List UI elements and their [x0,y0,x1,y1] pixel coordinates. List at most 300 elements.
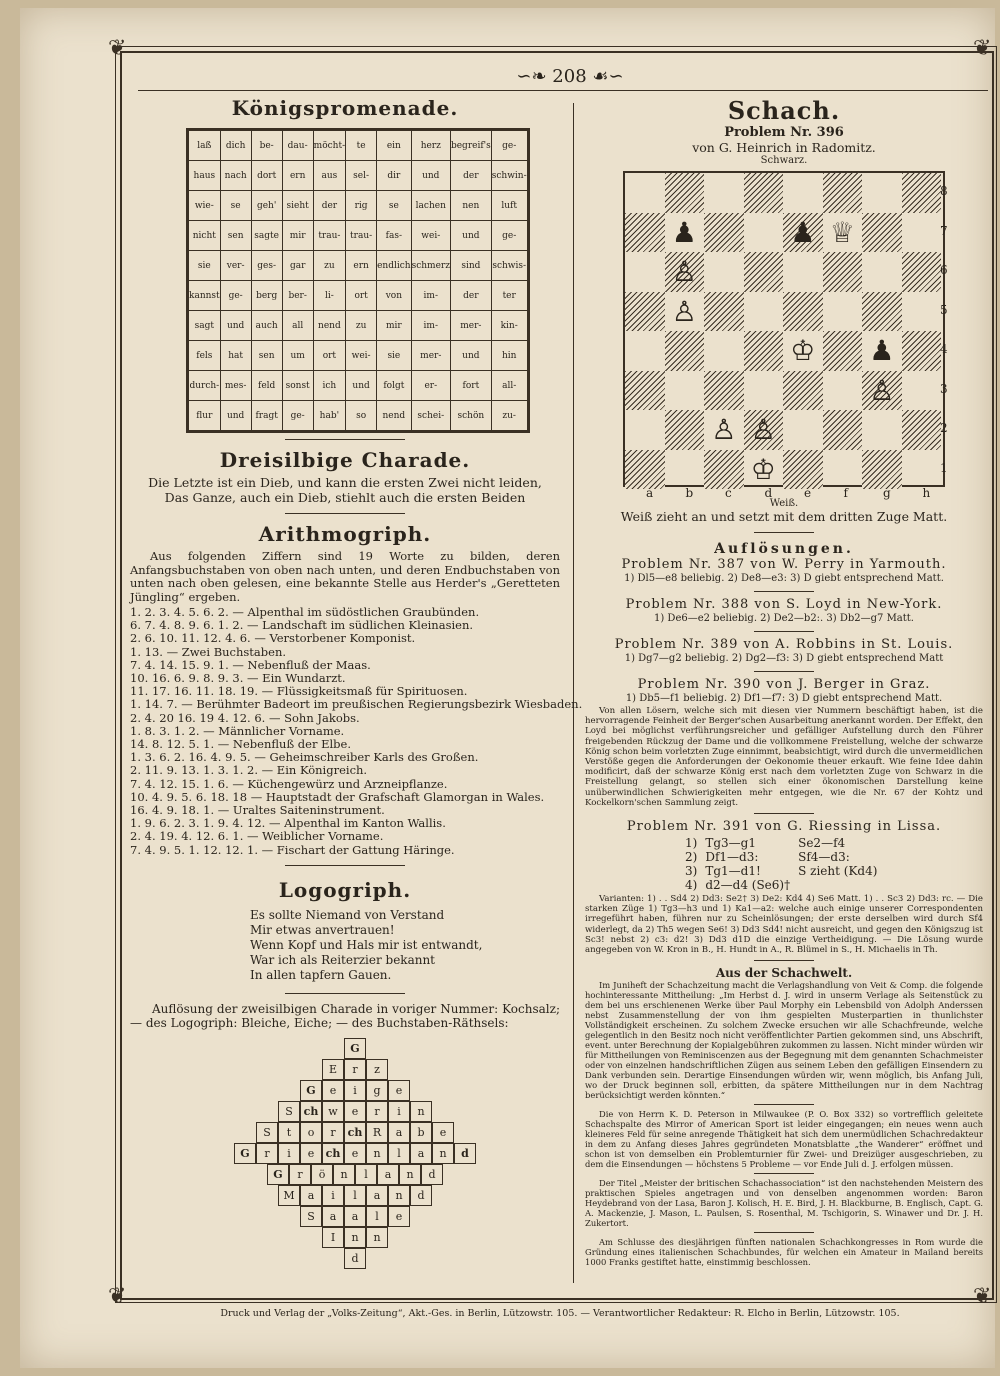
grid-cell: ber- [282,281,313,311]
grid-cell: mer- [450,311,491,341]
grid-cell: endlich [377,251,411,281]
arithmogriph-intro: Aus folgenden Ziffern sind 19 Worte zu bilden, deren Anfangsbuchstaben von oben nach unten, und deren Endbuchstaben von unten nach oben gelesen, eine bekannte Stelle aus Herder's „Geretteten Jüngling“ ergeben. [130,549,560,604]
diamond-cell: d [344,1248,366,1269]
diamond-cell: G [267,1164,289,1185]
board-square [902,450,942,490]
move-cell: Sf4—d3: [798,850,850,865]
board-square [862,213,902,253]
charade-title: Dreisilbige Charade. [219,448,471,472]
task-text: Weiß zieht an und setzt mit dem dritten Zuge Matt. [620,509,948,524]
chess-piece-icon: ♔ [790,334,816,367]
diamond-cell: n [366,1227,388,1248]
charade-line: Die Letzte ist ein Dieb, und kann die ersten Zwei nicht leiden, [148,475,542,490]
board-square [625,450,665,490]
grid-cell: begreif's [450,131,491,161]
corner-ornament-icon: ❦ [973,1284,992,1309]
right-column-lower [585,498,983,1267]
grid-cell: mir [377,311,411,341]
diamond-cell: a [300,1185,322,1206]
diamond-cell: t [278,1122,300,1143]
grid-cell: dich [220,131,251,161]
diamond-cell: n [366,1143,388,1164]
move-cell: Se2—f4 [798,836,846,851]
p391-moves [685,836,885,892]
rank-label: 8 [940,184,948,198]
grid-cell: so [346,401,377,431]
aufloesungen-title: Auflösungen. [714,541,854,557]
move-cell: 3) [685,864,698,879]
grid-cell: nend [313,311,345,341]
grid-cell: dort [251,161,282,191]
diamond-cell: M [278,1185,300,1206]
logogriph-line: Wenn Kopf und Hals mir ist entwandt, [250,937,483,952]
grid-cell: laß [189,131,221,161]
diamond-cell: r [344,1059,366,1080]
grid-cell: ich [313,371,345,401]
diamond-cell: a [410,1143,432,1164]
diamond-cell: e [300,1143,322,1164]
ornament-right: ☙∽ [592,66,624,87]
board-square [783,173,823,213]
grid-cell: ern [282,161,313,191]
board-square [625,173,665,213]
move-cell: Tg3—g1 [705,836,756,851]
grid-cell: se [377,191,411,221]
move-cell [798,878,885,892]
grid-cell: ort [313,341,345,371]
arithmogriph-line: 7. 4. 9. 5. 1. 12. 12. 1. — Fischart der Gattung Häringe. [130,842,455,857]
logogriph-title: Logogriph. [278,877,412,902]
file-label: h [922,486,931,500]
diamond-cell: ö [311,1164,333,1185]
diamond-cell: i [322,1185,344,1206]
divider [754,960,814,961]
grid-cell: mir [282,221,313,251]
grid-cell: und [346,371,377,401]
board-square [783,450,823,490]
arithmogriph-title: Arithmogriph. [258,522,432,546]
black-label: Schwarz. [760,155,808,166]
p391-heading: Problem Nr. 391 von G. Riessing in Lissa. [626,819,942,835]
grid-cell: und [450,221,491,251]
divider [754,813,814,814]
footer-imprint: Druck und Verlag der „Volks-Zeitung“, Akt.-Ges. in Berlin, Lützowstr. 105. — Verantwortlicher Redakteur: R. Elcho in Berlin, Lützowstr. 105. [220,1308,900,1319]
grid-cell: der [450,281,491,311]
grid-cell: schön [450,401,491,431]
file-label: c [725,486,732,500]
board-square [902,213,942,253]
rank-label: 4 [940,342,948,356]
diamond-cell: e [344,1101,366,1122]
board-square [902,410,942,450]
header-rule [138,90,988,91]
arithmogriph-line: 10. 4. 9. 5. 6. 18. 18 — Hauptstadt der Grafschaft Glamorgan in Wales. [130,789,545,804]
corner-ornament-icon: ❦ [973,36,992,61]
move-cell: 1) [685,836,698,851]
p387-heading: Problem Nr. 387 von W. Perry in Yarmouth. [621,557,947,572]
diamond-cell: ch [300,1101,322,1122]
grid-row [189,371,528,401]
grid-cell: aus [313,161,345,191]
board-square [704,292,744,332]
divider [754,591,814,592]
grid-cell: von [377,281,411,311]
p388-heading: Problem Nr. 388 von S. Loyd in New-York. [625,597,943,612]
grid-cell: möcht- [313,131,345,161]
chess-piece-icon: ♙ [671,255,697,288]
board-square [744,213,784,253]
logogriph-line: Es sollte Niemand von Verstand [250,907,445,922]
board-square [862,292,902,332]
divider [285,993,405,994]
board-square [704,173,744,213]
schachwelt-title: Aus der Schachwelt. [715,966,853,981]
board-square [625,252,665,292]
file-label: f [843,486,848,500]
grid-cell: all [282,311,313,341]
grid-cell: sie [377,341,411,371]
diamond-cell: a [344,1206,366,1227]
move-row [685,878,885,892]
arithmogriph-line: 1. 2. 3. 4. 5. 6. 2. — Alpenthal im südöstlichen Graubünden. [130,605,480,619]
board-square [823,371,863,411]
diamond-cell: r [322,1122,344,1143]
chess-piece-icon: ♙ [711,413,737,446]
divider [754,1104,814,1105]
diamond-cell: a [322,1206,344,1227]
diamond-cell: ch [322,1143,344,1164]
diamond-cell: i [344,1080,366,1101]
grid-cell: wei- [411,221,450,251]
board-square [744,173,784,213]
divider [754,671,814,672]
right-column [585,96,983,166]
corner-ornament-icon: ❦ [108,1284,127,1309]
divider [754,631,814,632]
grid-cell: der [313,191,345,221]
move-cell: 2) [685,850,698,865]
grid-cell: gar [282,251,313,281]
board-square [902,252,942,292]
grid-cell: ver- [220,251,251,281]
diamond-cell: n [344,1227,366,1248]
board-square [783,252,823,292]
grid-cell: wie- [189,191,221,221]
board-square [783,410,823,450]
move-row [685,836,885,850]
schach-title: Schach. [727,96,841,125]
board-square [823,410,863,450]
charade-text [130,476,560,505]
chess-board [623,171,945,487]
diamond-cell: e [322,1080,344,1101]
board-square [902,292,942,332]
arithmogriph-line: 2. 4. 19. 4. 12. 6. 1. — Weiblicher Vorname. [130,829,384,844]
column-divider [573,103,574,1283]
grid-cell: sieht [282,191,313,221]
move-cell: S zieht (Kd4) [798,864,878,879]
grid-cell: schwin- [491,161,527,191]
diamond-cell: l [366,1206,388,1227]
grid-cell: folgt [377,371,411,401]
grid-cell: ge- [282,401,313,431]
diamond-cell: e [432,1122,454,1143]
move-row [685,864,885,878]
board-square [902,331,942,371]
grid-cell: um [282,341,313,371]
grid-cell: ort [346,281,377,311]
koenigspromenade-title: Königspromenade. [231,96,459,120]
grid-cell: ge- [491,131,527,161]
grid-row [189,131,528,161]
diamond-cell: G [344,1038,366,1059]
ornament-left: ∽❧ [516,66,547,87]
grid-cell: ter [491,281,527,311]
p388-solution: 1) De6—e2 beliebig. 2) De2—b2:. 3) Db2—g7 Matt. [653,613,914,624]
diamond-cell: I [322,1227,344,1248]
grid-cell: sonst [282,371,313,401]
diamond-cell: S [300,1206,322,1227]
board-square [665,331,705,371]
board-square [665,450,705,490]
grid-cell: zu [313,251,345,281]
board-square [744,252,784,292]
diamond-cell: n [410,1101,432,1122]
chess-piece-icon: ♔ [750,452,776,486]
board-square [704,252,744,292]
diamond-cell: b [410,1122,432,1143]
koenigspromenade-grid [188,130,528,431]
board-square [783,371,823,411]
grid-cell: wei- [346,341,377,371]
diamond-cell: o [300,1122,322,1143]
arithmogriph-line: 6. 7. 4. 8. 9. 6. 1. 2. — Landschaft im südlichen Kleinasien. [130,618,474,633]
arithmogriph-line: 7. 4. 12. 15. 1. 6. — Küchengewürz und Arzneipflanze. [130,776,448,791]
chess-piece-icon: ♕ [829,215,855,249]
diamond-cell: e [388,1080,410,1101]
grid-cell: be- [251,131,282,161]
diamond-cell: ch [344,1122,366,1143]
grid-cell: flur [189,401,221,431]
grid-cell: sie [189,251,221,281]
corner-ornament-icon: ❦ [108,36,127,61]
grid-cell: fragt [251,401,282,431]
grid-cell: te [346,131,377,161]
grid-cell: und [220,401,251,431]
board-square [625,371,665,411]
chess-piece-icon: ♙ [750,413,776,446]
logogriph-line: War ich als Reiterzier bekannt [250,952,435,967]
grid-cell: nen [450,191,491,221]
grid-cell: fas- [377,221,411,251]
rank-label: 1 [940,460,948,475]
diamond-cell: S [256,1122,278,1143]
diamond-cell: i [278,1143,300,1164]
grid-cell: und [411,161,450,191]
diamond-cell: n [333,1164,355,1185]
file-label: b [685,486,694,500]
grid-row [189,191,528,221]
board-square [783,292,823,332]
diamond-cell: r [289,1164,311,1185]
diamond-cell: i [388,1101,410,1122]
grid-cell: trau- [313,221,345,251]
grid-row [189,251,528,281]
grid-cell: kin- [491,311,527,341]
grid-cell: sagte [251,221,282,251]
rank-label: 3 [940,381,948,396]
grid-cell: kannst [189,281,221,311]
diamond-cell: n [388,1185,410,1206]
problem-author: von G. Heinrich in Radomitz. [692,140,876,155]
p389-heading: Problem Nr. 389 von A. Robbins in St. Louis. [614,637,954,652]
arithmogriph-line: 16. 4. 9. 18. 1. — Uraltes Saiteninstrument. [130,803,385,818]
board-square [744,292,784,332]
file-label: a [646,486,654,500]
grid-cell: lachen [411,191,450,221]
grid-cell: rig [346,191,377,221]
arithmogriph-line: 1. 9. 6. 2. 3. 1. 9. 4. 12. — Alpenthal im Kanton Wallis. [130,816,446,831]
arithmogriph-line: 1. 13. — Zwei Buchstaben. [130,644,287,659]
diamond-cell: r [256,1143,278,1164]
page-number-value: 208 [552,66,587,87]
board-square [823,450,863,490]
move-row [685,850,885,864]
arithmogriph-line: 1. 14. 7. — Berühmter Badeort im preußischen Regierungsbezirk Wiesbaden. [130,697,583,712]
logogriph-poem [250,908,560,983]
aufloesung-text: Auflösung der zweisilbigen Charade in voriger Nummer: Kochsalz; — des Logogriph: Bleiche, Eiche; — des Buchstaben-Räthsels: [130,1001,560,1031]
diamond-cell: r [366,1101,388,1122]
grid-cell: ern [346,251,377,281]
file-label: e [804,486,812,500]
board-square [823,292,863,332]
grid-cell: hab' [313,401,345,431]
diamond-cell: a [377,1164,399,1185]
grid-cell: sen [220,221,251,251]
grid-cell: trau- [346,221,377,251]
arithmogriph-line: 10. 16. 6. 9. 8. 9. 3. — Ein Wundarzt. [130,671,346,686]
grid-cell: sind [450,251,491,281]
board-square [902,371,942,411]
board-square [704,450,744,490]
board-square [665,173,705,213]
arithmogriph-line: 1. 3. 6. 2. 16. 4. 9. 5. — Geheimschreiber Karls des Großen. [130,750,479,765]
logogriph-line: In allen tapfern Gauen. [250,967,392,982]
grid-row [189,281,528,311]
grid-cell: fort [450,371,491,401]
diamond-cell: d [410,1185,432,1206]
p391-commentary: Varianten: 1) . . Sd4 2) Dd3: Se2† 3) De2: Kd4 4) Se6 Matt. 1) . . Sc3 2) Dd3: rc. — Die starken Züge 1) Tg3—h3 und 1) Ka1—a2: welche auch einige unserer Correspondenten irregeführt haben, führen nur zu Scheinlösungen; der erste derselben wird durch Sf4 widerlegt, da 2) Th5 wegen Se6! 3) Dd3 Sd4! nicht ausreicht, und gegen den Königszug ist Sc3! nebst 2) c3: d2! 3) Dd3 d1D die einzige Vertheidigung. — Die Lösung wurde angegeben von W. Kron in B., H. Hundt in A., R. Blümel in S., H. Michaelis in Th. [585,894,983,956]
divider [285,513,405,514]
grid-cell: haus [189,161,221,191]
rank-label: 2 [940,421,948,435]
grid-cell: hin [491,341,527,371]
grid-cell: mes- [220,371,251,401]
page-number [420,66,720,87]
diamond-cell: R [366,1122,388,1143]
grid-cell: ges- [251,251,282,281]
diamond-cell: a [388,1122,410,1143]
divider [754,1173,814,1174]
page [20,8,995,1368]
board-square [625,331,665,371]
grid-cell: im- [411,311,450,341]
grid-cell: ge- [491,221,527,251]
problem-number: Problem Nr. 396 [724,125,844,140]
arithmogriph-line: 1. 8. 3. 1. 2. — Männlicher Vorname. [130,723,345,738]
p387-solution: 1) Dl5—e8 beliebig. 2) De8—e3: 3) D giebt entsprechend Matt. [624,573,944,584]
board-square [823,173,863,213]
arithmogriph-line: 14. 8. 12. 5. 1. — Nebenfluß der Elbe. [130,737,351,752]
grid-cell: zu [346,311,377,341]
diamond-cell: e [344,1143,366,1164]
grid-row [189,311,528,341]
grid-cell: schei- [411,401,450,431]
divider [285,439,405,440]
grid-cell: sel- [346,161,377,191]
grid-cell: nicht [189,221,221,251]
chess-piece-icon: ♙ [671,294,697,328]
board-square [862,173,902,213]
file-label: g [883,486,891,500]
grid-cell: im- [411,281,450,311]
diamond-cell: E [322,1059,344,1080]
board-square [704,331,744,371]
grid-cell: zu- [491,401,527,431]
board-square [902,173,942,213]
grid-cell: nach [220,161,251,191]
p390-commentary: Von allen Lösern, welche sich mit diesen vier Nummern beschäftigt haben, ist die hervorragende Feinheit der Berger'schen Ausarbeitung anerkannt worden. Der Effekt, den Loyd bei möglichst verführungsreicher und gefälliger Aufstellung durch den Führer freigebenden Rückzug der Dame und die vollkommene Freistellung, welche der schwarze König schon beim vorletzten Zuge einnimmt, beabsichtigt, wird durch die unvermeidlichen Verstöße gegen die Anforderungen der Oekonomie theuer erkauft. Wie feine Idee dahin modificirt, daß der schwarze König erst nach dem vorletzten Zuge von Schwarz in die Freistellung gelangt, so stellen sich einer ökonomischen Darstellung keine unüberwindlichen Schwierigkeiten mehr entgegen, wie die Nr. 67 der Kohtz und Kockelkorn'schen Sammlung zeigt. [585,706,983,808]
grid-cell: mer- [411,341,450,371]
grid-cell: ge- [220,281,251,311]
arithmogriph-line: 2. 11. 9. 13. 1. 3. 1. 2. — Ein Königreich. [130,763,368,778]
diamond-cell: l [388,1143,410,1164]
grid-cell: geh' [251,191,282,221]
p390-solution: 1) Db5—f1 beliebig. 2) Df1—f7: 3) D giebt entsprechend Matt. [625,693,943,704]
file-label: d [764,486,773,500]
board-square [704,213,744,253]
grid-cell: dir [377,161,411,191]
board-square [625,410,665,450]
grid-row [189,221,528,251]
grid-cell: se [220,191,251,221]
white-label: Weiß. [769,498,799,509]
p390-heading: Problem Nr. 390 von J. Berger in Graz. [637,677,931,692]
grid-row [189,341,528,371]
diamond-cell: n [399,1164,421,1185]
diamond-cell: d [421,1164,443,1185]
diamond-cell: a [366,1185,388,1206]
chess-piece-icon: ♟ [869,334,895,367]
diamond-cell: e [388,1206,410,1227]
diamond-cell: z [366,1059,388,1080]
grid-cell: schmerz [411,251,450,281]
diamond-cell: w [322,1101,344,1122]
chess-piece-icon: ♟ [671,215,697,249]
board-square [744,371,784,411]
arithmogriph-line: 11. 17. 16. 11. 18. 19. — Flüssigkeitsmaß für Spirituosen. [130,684,468,699]
diamond-cell: g [366,1080,388,1101]
chess-piece-icon: ♙ [869,373,895,407]
diamond-cell: G [300,1080,322,1101]
board-square [823,252,863,292]
grid-cell: der [450,161,491,191]
grid-cell: schwis- [491,251,527,281]
grid-cell: berg [251,281,282,311]
grid-cell: und [450,341,491,371]
move-cell: d2—d4 (Se6)† [705,878,791,893]
board-square [862,450,902,490]
